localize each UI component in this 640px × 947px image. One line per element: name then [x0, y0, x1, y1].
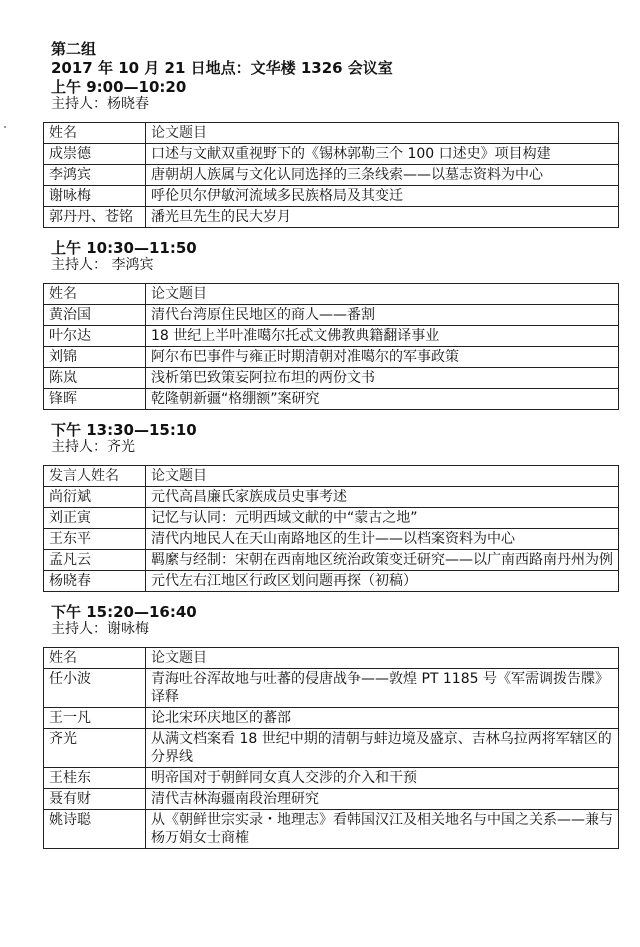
header-title: 论文题目	[146, 648, 619, 669]
session-time: 下午 13:30—15:10	[51, 421, 197, 439]
table-row	[44, 729, 619, 768]
date-location: 2017 年 10 月 21 日地点：文华楼 1326 会议室	[51, 59, 393, 77]
table-header	[44, 123, 619, 144]
paper-title: 明帝国对于朝鲜同女真人交涉的介入和干预	[146, 768, 619, 789]
session-1	[51, 78, 626, 228]
speaker-name: 成崇德	[44, 144, 146, 165]
session-time: 上午 9:00—10:20	[51, 78, 187, 96]
paper-title: 口述与文献双重视野下的《锡林郭勒三个 100 口述史》项目构建	[146, 144, 619, 165]
schedule-table	[43, 647, 619, 849]
table-row	[44, 165, 619, 186]
header-title: 论文题目	[146, 123, 619, 144]
header-title: 论文题目	[146, 284, 619, 305]
session-host: 主持人：齐光	[51, 439, 135, 455]
paper-title: 18 世纪上半叶准噶尔托忒文佛教典籍翻译事业	[146, 326, 619, 347]
table-row	[44, 571, 619, 592]
schedule-table	[43, 122, 619, 228]
table-row	[44, 789, 619, 810]
paper-title: 从《朝鲜世宗实录・地理志》看韩国汉江及相关地名与中国之关系——兼与杨万娟女士商榷	[146, 810, 619, 849]
table-row	[44, 810, 619, 849]
document	[51, 40, 626, 849]
table-row	[44, 186, 619, 207]
speaker-name: 姚诗聪	[44, 810, 146, 849]
speaker-name: 谢咏梅	[44, 186, 146, 207]
session-2	[51, 239, 626, 410]
table-row	[44, 389, 619, 410]
session-time: 上午 10:30—11:50	[51, 239, 197, 257]
table-row	[44, 708, 619, 729]
paper-title: 潘光旦先生的民大岁月	[146, 207, 619, 228]
table-row	[44, 669, 619, 708]
table-row	[44, 550, 619, 571]
table-header	[44, 284, 619, 305]
speaker-name: 任小波	[44, 669, 146, 708]
header-name: 姓名	[44, 284, 146, 305]
table-row	[44, 305, 619, 326]
table-row	[44, 487, 619, 508]
header-name: 发言人姓名	[44, 466, 146, 487]
session-host: 主持人：谢咏梅	[51, 621, 149, 637]
header-title: 论文题目	[146, 466, 619, 487]
table-row	[44, 768, 619, 789]
paper-title: 清代内地民人在天山南路地区的生计——以档案资料为中心	[146, 529, 619, 550]
header-name: 姓名	[44, 123, 146, 144]
paper-title: 乾隆朝新疆“格绷额”案研究	[146, 389, 619, 410]
speaker-name: 王东平	[44, 529, 146, 550]
group-title: 第二组	[51, 40, 97, 58]
paper-title: 浅析第巴致策妄阿拉布坦的两份文书	[146, 368, 619, 389]
speaker-name: 郭丹丹、苍铭	[44, 207, 146, 228]
paper-title: 羁縻与经制：宋朝在西南地区统治政策变迁研究——以广南西路南丹州为例	[146, 550, 619, 571]
table-header	[44, 466, 619, 487]
header-name: 姓名	[44, 648, 146, 669]
table-row	[44, 529, 619, 550]
schedule-table	[43, 465, 619, 592]
table-row	[44, 347, 619, 368]
speaker-name: 孟凡云	[44, 550, 146, 571]
speaker-name: 刘锦	[44, 347, 146, 368]
schedule-table	[43, 283, 619, 410]
session-4	[51, 603, 626, 849]
paper-title: 阿尔布巴事件与雍正时期清朝对准噶尔的军事政策	[146, 347, 619, 368]
session-3	[51, 421, 626, 592]
speaker-name: 黄治国	[44, 305, 146, 326]
paper-title: 呼伦贝尔伊敏河流域多民族格局及其变迁	[146, 186, 619, 207]
session-time: 下午 15:20—16:40	[51, 603, 197, 621]
speaker-name: 叶尔达	[44, 326, 146, 347]
table-row	[44, 207, 619, 228]
paper-title: 青海吐谷浑故地与吐蕃的侵唐战争——敦煌 PT 1185 号《军需调拨告牒》译释	[146, 669, 619, 708]
speaker-name: 锋晖	[44, 389, 146, 410]
stray-mark	[4, 126, 6, 128]
table-row	[44, 326, 619, 347]
table-row	[44, 144, 619, 165]
speaker-name: 王桂东	[44, 768, 146, 789]
speaker-name: 齐光	[44, 729, 146, 768]
speaker-name: 尚衍斌	[44, 487, 146, 508]
paper-title: 元代左右江地区行政区划问题再探（初稿）	[146, 571, 619, 592]
speaker-name: 陈岚	[44, 368, 146, 389]
speaker-name: 李鸿宾	[44, 165, 146, 186]
paper-title: 元代高昌廉氏家族成员史事考述	[146, 487, 619, 508]
table-row	[44, 508, 619, 529]
paper-title: 清代台湾原住民地区的商人——番割	[146, 305, 619, 326]
session-host: 主持人：杨晓春	[51, 96, 149, 112]
table-row	[44, 368, 619, 389]
speaker-name: 聂有财	[44, 789, 146, 810]
paper-title: 清代吉林海疆南段治理研究	[146, 789, 619, 810]
paper-title: 唐朝胡人族属与文化认同选择的三条线索——以墓志资料为中心	[146, 165, 619, 186]
table-header	[44, 648, 619, 669]
speaker-name: 王一凡	[44, 708, 146, 729]
paper-title: 记忆与认同：元明西域文献的中“蒙古之地”	[146, 508, 619, 529]
session-host: 主持人： 李鸿宾	[51, 257, 154, 273]
paper-title: 从满文档案看 18 世纪中期的清朝与蚌边境及盛京、吉林乌拉两将军辖区的分界线	[146, 729, 619, 768]
speaker-name: 杨晓春	[44, 571, 146, 592]
speaker-name: 刘正寅	[44, 508, 146, 529]
paper-title: 论北宋环庆地区的蕃部	[146, 708, 619, 729]
